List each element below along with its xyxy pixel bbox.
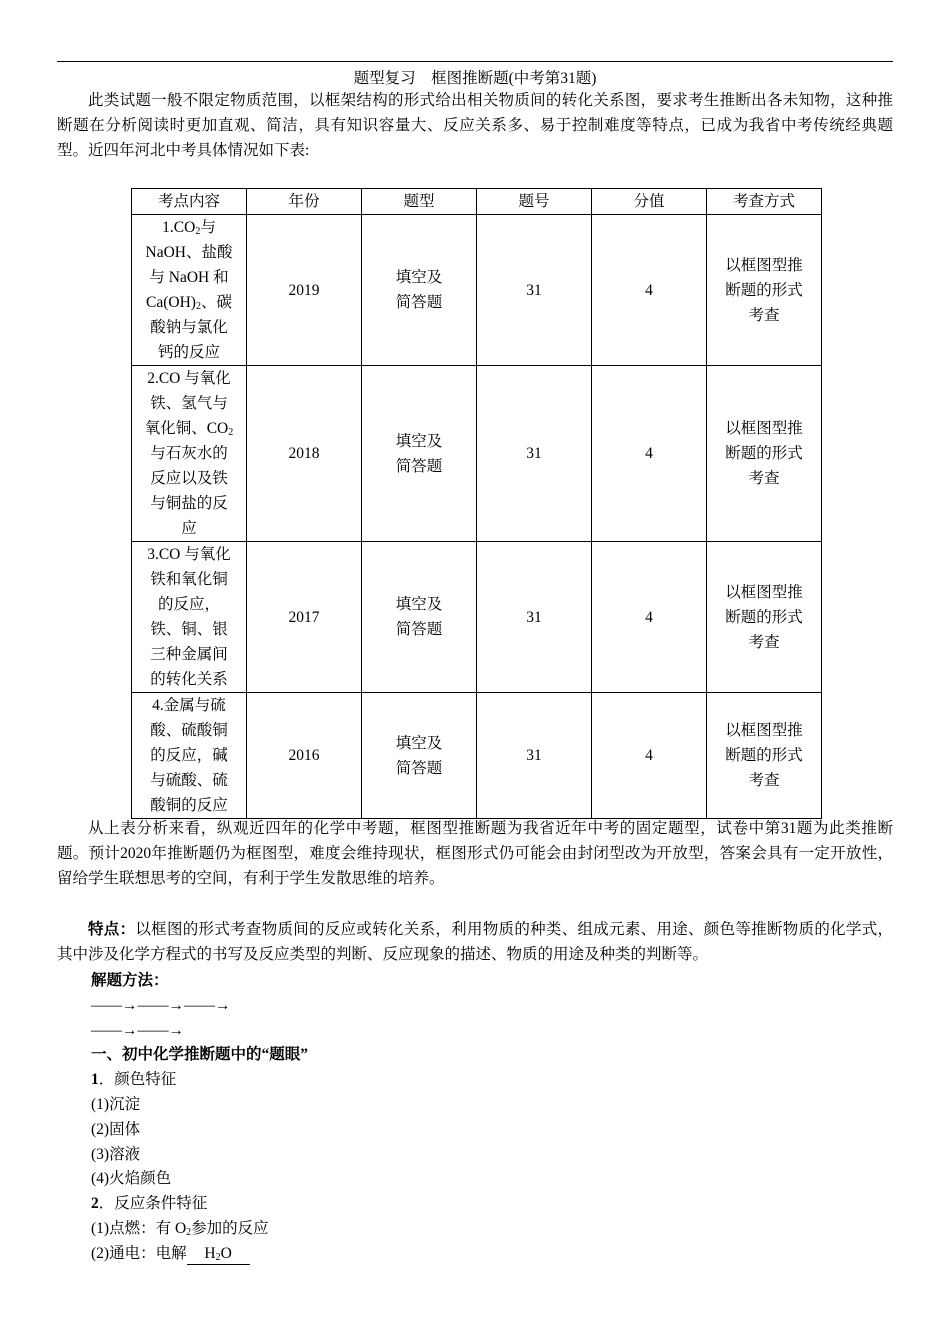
sub-item-precipitate: (1)沉淀 [91,1096,141,1113]
table-row [132,215,822,366]
condition-text: (2)通电：电解 [91,1245,187,1262]
sub-item-solution: (3)溶液 [91,1146,141,1163]
type-line: 填空及 [395,432,443,450]
table-row [132,542,822,693]
content-line [132,693,246,718]
content-text: 与硫酸、硫 [150,772,228,789]
content-line [132,290,246,315]
content-text: 酸、硫酸铜 [150,722,228,739]
method-cell [707,215,822,366]
method-line: 断题的形式 [725,608,803,626]
content-text: 、碳 [200,294,232,311]
score-cell: 4 [592,542,707,693]
type-cell [362,215,477,366]
section-heading: 一、初中化学推断题中的“题眼” [91,1046,309,1063]
table-row [132,693,822,819]
header-cell: 年份 [247,189,362,215]
content-text: 4.金属与硫 [152,697,226,714]
content-line [132,416,246,441]
content-line [132,617,246,642]
content-text: 的转化关系 [150,671,228,688]
type-cell [362,542,477,693]
content-line [132,592,246,617]
header-cell: 考查方式 [707,189,822,215]
year-cell: 2018 [247,366,362,542]
method-label: 解题方法： [91,972,169,989]
content-text: NaOH、盐酸 [145,244,233,261]
header-cell: 考点内容 [132,189,247,215]
item-text: ．颜色特征 [98,1071,177,1088]
subscript: 2 [228,427,234,438]
content-line [132,793,246,818]
type-line: 简答题 [395,759,443,777]
content-line [132,491,246,516]
content-text: Ca(OH) [146,294,196,311]
method-line: 断题的形式 [725,445,803,462]
item-number: 1 [91,1071,99,1088]
content-line [132,315,246,340]
flow-line-1: ——→——→——→ [91,997,231,1014]
content-text: 1.CO [162,219,196,236]
intro-paragraph: 此类试题一般不限定物质范围，以框架结构的形式给出相关物质间的转化关系图，要求考生推断出各未知物，这种推断题在分析阅读时更加直观、简洁，具有知识容量大、反应关系多、易于控制难度等特点，已成为我省中考传统经典题型。近四年河北中考具体情况如下表: [57,92,893,159]
method-cell [707,693,822,819]
content-text: 铁、铜、银 [150,621,228,638]
type-line: 填空及 [395,269,443,286]
subscript: 2 [195,301,201,312]
sub-item-flame: (4)火焰颜色 [91,1170,172,1187]
table-header-row [132,189,822,215]
condition-ignition [91,1216,269,1241]
content-text: 酸铜的反应 [150,797,228,814]
content-text: 铁、氢气与 [150,395,228,412]
content-text: 与 [200,219,216,236]
flow-line-2: ——→——→ [91,1022,184,1039]
content-line [132,215,246,240]
content-line [132,567,246,592]
method-line: 考查 [748,633,780,651]
features-paragraph [57,917,893,967]
score-cell: 4 [592,693,707,819]
condition-electrolysis [91,1241,250,1266]
content-line [132,743,246,768]
content-text: 氧化铜、CO [144,420,229,437]
number-cell: 31 [477,542,592,693]
features-label: 特点： [88,921,136,938]
content-text: 3.CO 与氧化 [147,546,231,563]
content-line [132,542,246,567]
analysis-paragraph: 从上表分析来看，纵观近四年的化学中考题，框图型推断题为我省近年中考的固定题型，试卷中第31题为此类推断题。预计2020年推断题仍为框图型，难度会维持现状，框图形式仍可能会由封闭型改为开放型，答案会具有一定开放性，留给学生联想思考的空间，有利于学生发散思维的培养。 [57,820,893,887]
content-line [132,718,246,743]
item-color-features [91,1067,176,1092]
content-text: 2.CO 与氧化 [147,370,231,387]
content-text: 与石灰水的 [150,445,228,462]
subscript: 2 [215,1252,221,1263]
item-text: ．反应条件特征 [98,1195,208,1212]
header-cell: 题号 [477,189,592,215]
content-text: 与铜盐的反 [150,495,228,512]
content-line [132,667,246,692]
header-cell: 题型 [362,189,477,215]
type-line: 简答题 [395,457,443,475]
number-cell: 31 [477,215,592,366]
table-row [132,366,822,542]
sub-item-solid: (2)固体 [91,1121,141,1138]
score-cell: 4 [592,366,707,542]
item-reaction-conditions [91,1191,207,1216]
subscript: 2 [186,1227,192,1238]
year-cell: 2019 [247,215,362,366]
content-line [132,265,246,290]
exam-stats-table [131,188,822,819]
type-line: 简答题 [395,621,443,638]
method-line: 以框图型推 [725,583,803,601]
content-text: 铁和氧化铜 [150,571,228,588]
content-cell [132,693,247,819]
content-text: 酸钠与氯化 [150,319,228,336]
content-cell [132,366,247,542]
content-line [132,240,246,265]
method-line: 断题的形式 [725,747,803,764]
condition-text: (1)点燃：有 O [91,1220,187,1237]
condition-text: 参加的反应 [191,1220,269,1237]
content-line [132,768,246,793]
content-line [132,340,246,365]
year-cell: 2017 [247,542,362,693]
content-text: 反应以及铁 [150,470,228,487]
type-line: 简答题 [395,294,443,311]
content-text: 的反应，碱 [150,747,228,764]
method-line: 考查 [748,306,780,324]
document-title: 题型复习 框图推断题(中考第31题) [353,70,597,87]
header-rule [57,61,893,62]
content-text: 三种金属间 [150,646,228,663]
method-line: 以框图型推 [725,722,803,739]
number-cell: 31 [477,366,592,542]
content-line [132,516,246,541]
method-line: 考查 [748,772,780,789]
content-cell [132,542,247,693]
answer-text: O [220,1245,232,1262]
answer-blank [187,1244,250,1265]
method-line: 以框图型推 [725,420,803,437]
content-text: 的反应， [157,596,220,613]
content-line [132,391,246,416]
answer-text: H [204,1245,216,1262]
item-number: 2 [91,1195,99,1212]
type-line: 填空及 [395,734,443,752]
method-line: 以框图型推 [725,256,803,274]
content-line [132,642,246,667]
content-line [132,441,246,466]
method-cell [707,542,822,693]
content-text: 与 NaOH 和 [149,269,229,286]
method-line: 断题的形式 [725,281,803,299]
method-cell [707,366,822,542]
content-line [132,466,246,491]
content-text: 钙的反应 [157,344,220,361]
method-line: 考查 [748,470,780,487]
features-text: 以框图的形式考查物质间的反应或转化关系，利用物质的种类、组成元素、用途、颜色等推断物质的化学式，其中涉及化学方程式的书写及反应类型的判断、反应现象的描述、物质的用途及种类的判断等。 [57,921,893,963]
header-cell: 分值 [592,189,707,215]
number-cell: 31 [477,693,592,819]
type-cell [362,693,477,819]
content-line [132,366,246,391]
type-line: 填空及 [395,596,443,613]
content-text: 应 [181,520,197,537]
content-cell [132,215,247,366]
score-cell: 4 [592,215,707,366]
subscript: 2 [195,226,201,237]
type-cell [362,366,477,542]
year-cell: 2016 [247,693,362,819]
